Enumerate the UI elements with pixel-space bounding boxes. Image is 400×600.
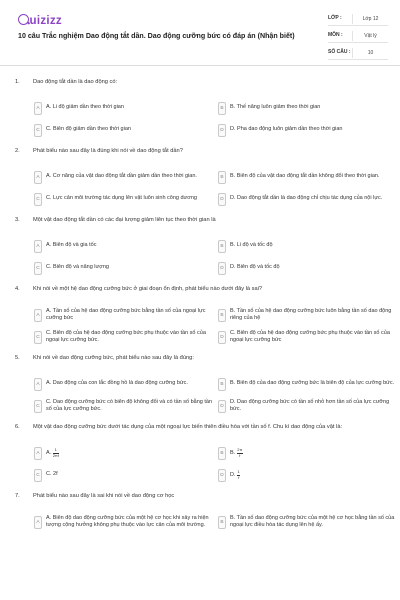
- option-text-wrap: [46, 515, 214, 529]
- option-text-wrap: [46, 264, 109, 271]
- option-text: A. Biên độ dao động cưỡng bức của một hệ cơ học khi xảy ra hiện tượng cộng hưởng không phụ thuộc vào lực cản của môi trường.: [46, 514, 209, 528]
- option-text-wrap: [230, 104, 320, 111]
- option-text: B. Tần số dao động cưỡng bức của một hệ cơ học bằng tần số của ngoại lực điều hòa tác dụng lên hệ ấy.: [230, 514, 395, 528]
- option-letter-box: C: [34, 331, 42, 344]
- answer-option[interactable]: [218, 190, 398, 208]
- option-text: C. Biên độ giảm dần theo thời gian: [46, 126, 131, 133]
- question-stem: [15, 79, 383, 99]
- answer-option[interactable]: [218, 375, 398, 393]
- question-number: 5.: [15, 355, 20, 361]
- option-text: C. Dao động cưỡng bức có biên độ không đổi và có tần số bằng tần số của lực cưỡng bức.: [46, 398, 212, 412]
- option-letter-box: B: [218, 171, 226, 184]
- question-text: Khi nói về dao động cưỡng bức, phát biểu nào sau đây là đúng:: [33, 355, 194, 361]
- fraction-numerator: 1: [237, 469, 240, 475]
- question-text: Phát biểu nào sau đây là đúng khi nói về dao động tắt dần?: [33, 148, 183, 154]
- answer-option[interactable]: [34, 328, 214, 346]
- option-text-wrap: [230, 399, 398, 413]
- question-number: 2.: [15, 148, 20, 154]
- question-block: [15, 355, 395, 415]
- option-letter-box: B: [218, 102, 226, 115]
- option-letter-box: A: [34, 102, 42, 115]
- option-text: B. Biên độ của vật dao động tắt dần không đổi theo thời gian.: [230, 173, 380, 180]
- option-text: D. Dao động cưỡng bức có tần số nhỏ hơn tần số của lực cưỡng bức.: [230, 398, 390, 412]
- logo-text: uizizz: [29, 15, 62, 27]
- option-text-wrap: [230, 380, 394, 387]
- answer-option[interactable]: [218, 397, 398, 415]
- option-text: D.: [230, 472, 236, 479]
- option-text-wrap: [46, 242, 96, 249]
- question-stem: [15, 424, 383, 444]
- option-letter-box: B: [218, 516, 226, 529]
- question-text: Khi nói về một hệ dao động cưỡng bức ở giai đoạn ổn định, phát biểu nào dưới đây là sai?: [33, 286, 263, 292]
- option-text: C. Biên độ của hệ dao động cưỡng bức phụ thuộc vào tần số của ngoại lực cưỡng bức.: [46, 329, 206, 343]
- option-text-wrap: [46, 104, 124, 111]
- question-block: [15, 217, 383, 277]
- option-text: C. Biên độ và năng lượng: [46, 264, 109, 271]
- answer-option[interactable]: [34, 375, 214, 393]
- question-list: [0, 66, 400, 531]
- option-text-wrap: [230, 126, 342, 133]
- question-stem: [15, 217, 383, 237]
- option-text-wrap: [230, 448, 243, 457]
- question-block: [15, 424, 383, 484]
- meta-value: Vật lý: [352, 31, 388, 41]
- option-letter-box: A: [34, 447, 42, 460]
- answer-option[interactable]: [34, 513, 214, 531]
- option-text: A. Tần số của hệ dao động cưỡng bức bằng tần số của ngoại lực cưỡng bức: [46, 307, 206, 321]
- option-text: B. Thế năng luôn giảm theo thời gian: [230, 104, 321, 111]
- option-text: A. Cơ năng của vật dao động tắt dần giảm dần theo thời gian.: [46, 173, 197, 180]
- option-text-wrap: [230, 195, 382, 202]
- answer-option[interactable]: [218, 444, 398, 462]
- meta-row-count: [328, 46, 388, 60]
- option-letter-box: B: [218, 447, 226, 460]
- question-stem: [15, 286, 383, 306]
- page-title: 10 câu Trắc nghiệm Dao động tắt dần. Dao động cưỡng bức có đáp án (Nhận biết): [18, 32, 295, 40]
- question-number: 6.: [15, 424, 20, 430]
- option-letter-box: C: [34, 124, 42, 137]
- answer-option[interactable]: [34, 237, 214, 255]
- option-text-wrap: [230, 308, 398, 322]
- option-text-wrap: [230, 470, 240, 479]
- meta-key: MÔN :: [328, 32, 343, 39]
- answer-options: [34, 444, 383, 484]
- option-text: D. Biên độ và tốc độ: [230, 264, 280, 271]
- question-block: [15, 493, 395, 531]
- answer-option[interactable]: [218, 99, 398, 117]
- answer-option[interactable]: [218, 513, 398, 531]
- question-stem: [15, 493, 383, 513]
- option-letter-box: C: [34, 193, 42, 206]
- option-letter-box: D: [218, 193, 226, 206]
- option-text: A. Li độ giảm dần theo thời gian: [46, 104, 124, 111]
- fraction: [237, 448, 243, 457]
- option-text-wrap: [230, 264, 280, 271]
- question-block: [15, 79, 383, 139]
- question-text: Một vật dao động cưỡng bức dưới tác dụng của một ngoại lực biến thiên điều hòa với tần số f. Chu kì dao động của vật là:: [33, 424, 343, 430]
- answer-option[interactable]: [218, 259, 398, 277]
- answer-option[interactable]: [34, 99, 214, 117]
- option-letter-box: A: [34, 378, 42, 391]
- meta-key: SỐ CÂU :: [328, 49, 351, 56]
- option-text-wrap: [46, 173, 197, 180]
- answer-options: [34, 306, 392, 346]
- option-letter-box: A: [34, 309, 42, 322]
- fraction-numerator: 1: [54, 447, 57, 453]
- answer-option[interactable]: [34, 121, 214, 139]
- answer-option[interactable]: [34, 259, 214, 277]
- answer-option[interactable]: [34, 168, 214, 186]
- option-text-wrap: [46, 399, 214, 413]
- option-text-wrap: [46, 471, 58, 478]
- answer-option[interactable]: [218, 121, 398, 139]
- answer-options: [34, 237, 383, 277]
- option-letter-box: C: [34, 469, 42, 482]
- option-text-wrap: [230, 173, 379, 180]
- answer-options: [34, 99, 383, 139]
- option-text-wrap: [230, 242, 273, 249]
- answer-option[interactable]: [34, 444, 214, 462]
- option-text: B. Li độ và tốc độ: [230, 242, 273, 249]
- logo-q-mark: [18, 14, 29, 25]
- option-letter-box: A: [34, 240, 42, 253]
- answer-option[interactable]: [34, 190, 214, 208]
- question-stem: [15, 148, 383, 168]
- option-text: C. Lực cản môi trường tác dụng lên vật luôn sinh công dương: [46, 195, 197, 202]
- option-text-wrap: [46, 308, 214, 322]
- option-letter-box: D: [218, 262, 226, 275]
- fraction-numerator: 2π: [237, 447, 243, 453]
- option-text: B. Biên độ của dao động cưỡng bức là biên độ của lực cưỡng bức.: [230, 380, 395, 387]
- option-text: A. Biên độ và gia tốc: [46, 242, 97, 249]
- option-text: B. Tần số của hệ dao động cưỡng bức luôn bằng tần số dao động riêng của hệ: [230, 307, 392, 321]
- answer-options: [34, 375, 395, 415]
- option-letter-box: B: [218, 240, 226, 253]
- fraction: [53, 448, 59, 457]
- option-letter-box: D: [218, 331, 226, 344]
- answer-option[interactable]: [218, 306, 398, 324]
- option-text-wrap: [46, 380, 188, 387]
- option-letter-box: B: [218, 378, 226, 391]
- answer-option[interactable]: [218, 168, 398, 186]
- option-letter-box: C: [34, 262, 42, 275]
- option-text-wrap: [46, 195, 197, 202]
- meta-value: Lớp 12: [352, 14, 388, 24]
- option-text-wrap: [46, 330, 214, 344]
- page-header: [0, 0, 400, 66]
- question-stem: [15, 355, 383, 375]
- option-letter-box: B: [218, 309, 226, 322]
- option-text: D. Dao động tắt dần là dao động chỉ chịu tác dụng của nội lực.: [230, 195, 383, 202]
- question-block: [15, 148, 383, 208]
- option-letter-box: D: [218, 469, 226, 482]
- answer-options: [34, 168, 383, 208]
- option-text-wrap: [230, 330, 398, 344]
- option-letter-box: D: [218, 124, 226, 137]
- answer-option[interactable]: [34, 306, 214, 324]
- question-number: 7.: [15, 493, 20, 499]
- question-number: 3.: [15, 217, 20, 223]
- option-text-wrap: [46, 448, 59, 457]
- fraction-denominator: f: [238, 474, 240, 480]
- meta-panel: [328, 12, 388, 63]
- meta-key: LỚP :: [328, 15, 342, 22]
- option-text: C. Biên độ của hệ dao động cưỡng bức phụ thuộc vào tần số của ngoại lực cưỡng bức: [230, 329, 390, 343]
- question-number: 4.: [15, 286, 20, 292]
- option-text-wrap: [230, 515, 398, 529]
- question-text: Dao động tắt dần là dao động có:: [33, 79, 118, 85]
- question-text: Phát biểu nào sau đây là sai khi nói về dao động cơ học: [33, 493, 175, 499]
- option-text: D. Pha dao động luôn giảm dần theo thời gian: [230, 126, 343, 133]
- answer-option[interactable]: [218, 328, 398, 346]
- meta-row-grade: [328, 12, 388, 26]
- answer-options: [34, 513, 395, 531]
- option-letter-box: A: [34, 516, 42, 529]
- question-number: 1.: [15, 79, 20, 85]
- question-block: [15, 286, 392, 346]
- option-letter-box: C: [34, 400, 42, 413]
- answer-option[interactable]: [34, 466, 214, 484]
- option-letter-box: A: [34, 171, 42, 184]
- option-text: A.: [46, 450, 52, 457]
- option-text-wrap: [46, 126, 131, 133]
- answer-option[interactable]: [34, 397, 214, 415]
- option-text: C. 2f: [46, 471, 58, 478]
- answer-option[interactable]: [218, 466, 398, 484]
- option-text: A. Dao động của con lắc đồng hồ là dao động cưỡng bức.: [46, 380, 188, 387]
- meta-row-subject: [328, 29, 388, 43]
- answer-option[interactable]: [218, 237, 398, 255]
- question-text: Một vật dao động tắt dần có các đại lượng giảm liên tục theo thời gian là: [33, 217, 216, 223]
- meta-value: 10: [352, 48, 388, 58]
- option-letter-box: D: [218, 400, 226, 413]
- fraction-denominator: 2πf: [52, 452, 59, 458]
- fraction-denominator: f: [239, 452, 241, 458]
- option-text: B.: [230, 450, 236, 457]
- fraction: [237, 470, 240, 479]
